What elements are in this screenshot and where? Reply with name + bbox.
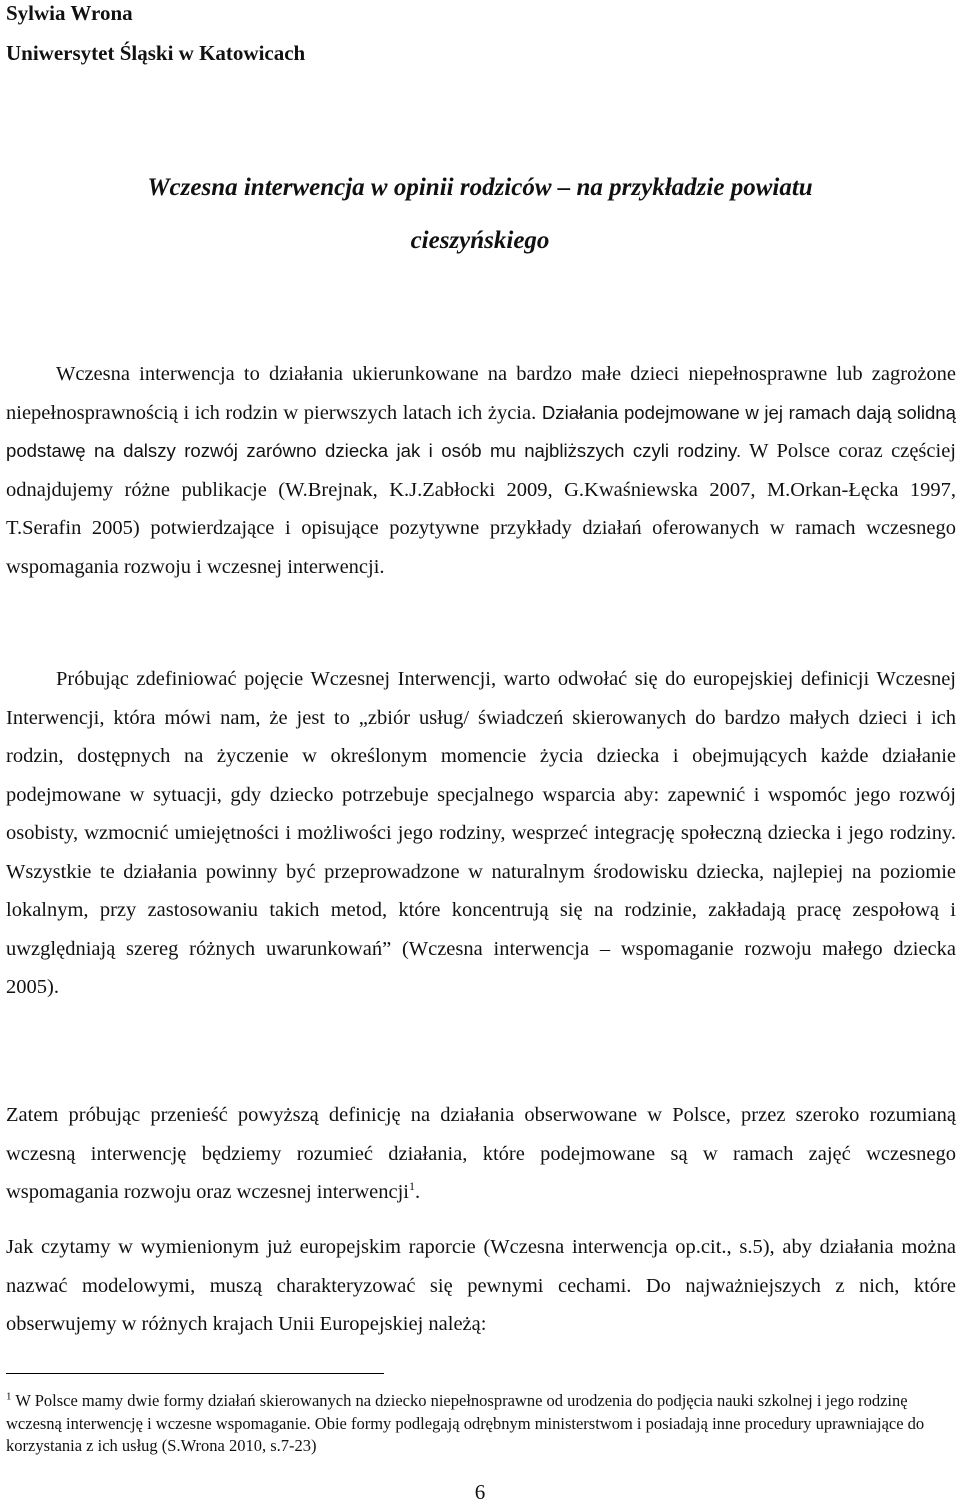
paragraph-3-end: . (415, 1181, 421, 1203)
author-name: Sylwia Wrona (6, 1, 133, 25)
paragraph-1-serif-start: Wczesna interwencja to działania ukierunkowane na bardzo małe dzieci niepełnosprawne lub zagrożone niepełnosprawnością i ich rodzin w pierwszych latach ich życia. (6, 363, 956, 424)
paragraph-1 (6, 355, 956, 586)
author-affiliation: Uniwersytet Śląski w Katowicach (6, 41, 306, 65)
footnote-text: W Polsce mamy dwie formy działań skierowanych na dziecko niepełnosprawne od urodzenia do podjęcia nauki szkolnej i jego rodzinę wczesną interwencję i wczesne wspomaganie. Obie formy podlegają odrębnym ministerstwom i posiadają inne procedury uprawniające do korzystania z ich usług (S.Wrona 2010, s.7-23) (6, 1391, 925, 1455)
footnote (6, 1390, 956, 1458)
page-number: 6 (474, 1480, 486, 1504)
footnote-marker: 1 (6, 1390, 12, 1403)
footnote-reference[interactable]: 1 (409, 1179, 416, 1194)
paragraph-2: Próbując zdefiniować pojęcie Wczesnej Interwencji, warto odwołać się do europejskiej definicji Wczesnej Interwencji, która mówi nam, że jest to „zbiór usług/ świadczeń skierowanych do bardzo małych dzieci i ich rodzin, dostępnych na życzenie w określonym momencie życia dziecka i obejmujących każde działanie podejmowane w sytuacji, gdy dziecko potrzebuje specjalnego wsparcia aby: zapewnić i wspomóc jego rozwój osobisty, wzmocnić umiejętności i możliwości jego rodziny, wesprzeć integrację społeczną dziecka i jego rodziny. Wszystkie te działania powinny być przeprowadzone w naturalnym środowisku dziecka, najlepiej na poziomie lokalnym, przy zastosowaniu takich metod, które koncentrują się na rodzinie, zakładają pracę zespołową i uwzględniają szereg różnych uwarunkowań” (Wczesna interwencja – wspomaganie rozwoju małego dziecka 2005). (6, 668, 956, 998)
paragraph-4: Jak czytamy w wymienionym już europejskim raporcie (Wczesna interwencja op.cit., s.5), aby działania można nazwać modelowymi, muszą charakteryzować się pewnymi cechami. Do najważniejszych z nich, które obserwujemy w różnych krajach Unii Europejskiej należą: (6, 1236, 956, 1335)
paragraph-3 (6, 1096, 956, 1212)
paragraph-3-text: Zatem próbując przenieść powyższą definicję na działania obserwowane w Polsce, przez szeroko rozumianą wczesną interwencję będziemy rozumieć działania, które podejmowane są w ramach zajęć wczesnego wspomagania rozwoju oraz wczesnej interwencji (6, 1104, 956, 1203)
title-line-2: cieszyńskiego (410, 227, 550, 254)
footnote-divider (6, 1373, 384, 1374)
paragraph-1-sans-part: Działania podejmowane w jej ramach dają solidną podstawę na dalszy rozwój zarówno dziecka jak i osób mu najbliższych czyli rodziny. (6, 401, 956, 461)
paragraph-1-serif-end: W Polsce coraz częściej odnajdujemy różne publikacje (W.Brejnak, K.J.Zabłocki 2009, G.Kwaśniewska 2007, M.Orkan-Łęcka 1997, T.Serafin 2005) potwierdzające i opisujące pozytywne przykłady działań oferowanych w ramach wczesnego wspomagania rozwoju i wczesnej interwencji. (6, 440, 956, 578)
title-line-1: Wczesna interwencja w opinii rodziców – na przykładzie powiatu (147, 174, 813, 201)
